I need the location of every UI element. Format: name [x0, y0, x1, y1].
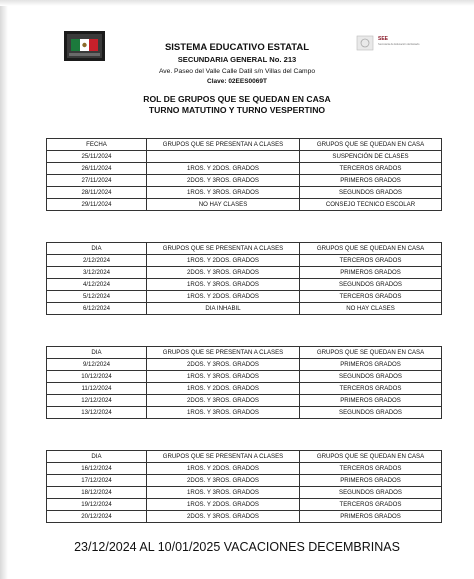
table-row — [47, 187, 442, 199]
page-edge-shadow-left — [0, 0, 8, 579]
date-cell: 19/12/2024 — [47, 499, 147, 511]
header-cell: GRUPOS QUE SE QUEDAN EN CASA — [300, 451, 442, 463]
date-cell: 27/11/2024 — [47, 175, 147, 187]
home-groups-cell: PRIMEROS GRADOS — [300, 267, 442, 279]
table-row — [47, 499, 442, 511]
date-cell: 28/11/2024 — [47, 187, 147, 199]
table-row — [47, 267, 442, 279]
home-groups-cell: CONSEJO TECNICO ESCOLAR — [300, 199, 442, 211]
home-groups-cell: PRIMEROS GRADOS — [300, 475, 442, 487]
table-row — [47, 395, 442, 407]
see-logo-text: SEE — [378, 36, 389, 42]
date-cell: 6/12/2024 — [47, 303, 147, 315]
present-groups-cell: 1ROS. Y 3ROS. GRADOS — [147, 407, 300, 419]
date-cell: 10/12/2024 — [47, 371, 147, 383]
table-row — [47, 463, 442, 475]
present-groups-cell — [147, 151, 300, 163]
home-groups-cell: TERCEROS GRADOS — [300, 383, 442, 395]
document-title: ROL DE GRUPOS QUE SE QUEDAN EN CASA — [143, 94, 331, 104]
date-cell: 26/11/2024 — [47, 163, 147, 175]
present-groups-cell: 1ROS. Y 2DOS. GRADOS — [147, 499, 300, 511]
present-groups-cell: 2DOS. Y 3ROS. GRADOS — [147, 175, 300, 187]
home-groups-cell: TERCEROS GRADOS — [300, 463, 442, 475]
page-edge-shadow-top — [0, 0, 474, 6]
present-groups-cell: 1ROS. Y 2DOS. GRADOS — [147, 255, 300, 267]
home-groups-cell: SEGUNDOS GRADOS — [300, 371, 442, 383]
home-groups-cell: TERCEROS GRADOS — [300, 163, 442, 175]
date-cell: 5/12/2024 — [47, 291, 147, 303]
schedule-table-week-1 — [46, 138, 442, 211]
home-groups-cell: PRIMEROS GRADOS — [300, 359, 442, 371]
date-cell: 29/11/2024 — [47, 199, 147, 211]
present-groups-cell: 1ROS. Y 3ROS. GRADOS — [147, 187, 300, 199]
home-groups-cell: SEGUNDOS GRADOS — [300, 187, 442, 199]
schedule-table-week-4 — [46, 450, 442, 523]
header-cell: GRUPOS QUE SE PRESENTAN A CLASES — [147, 347, 300, 359]
home-groups-cell: TERCEROS GRADOS — [300, 499, 442, 511]
date-cell: 17/12/2024 — [47, 475, 147, 487]
system-name: SISTEMA EDUCATIVO ESTATAL — [164, 42, 310, 53]
home-groups-cell: TERCEROS GRADOS — [300, 255, 442, 267]
present-groups-cell: DIA INHABIL — [147, 303, 300, 315]
table-header-row — [47, 347, 442, 359]
table-row — [47, 199, 442, 211]
table-header-row — [47, 139, 442, 151]
present-groups-cell: 1ROS. Y 3ROS. GRADOS — [147, 371, 300, 383]
table-row — [47, 475, 442, 487]
present-groups-cell: 2DOS. Y 3ROS. GRADOS — [147, 511, 300, 523]
header-cell: GRUPOS QUE SE PRESENTAN A CLASES — [147, 139, 300, 151]
header-cell: DIA — [47, 451, 147, 463]
present-groups-cell: 2DOS. Y 3ROS. GRADOS — [147, 395, 300, 407]
header-cell: GRUPOS QUE SE QUEDAN EN CASA — [300, 347, 442, 359]
header-cell: GRUPOS QUE SE QUEDAN EN CASA — [300, 243, 442, 255]
home-groups-cell: SUSPENCIÓN DE CLASES — [300, 151, 442, 163]
winter-vacation-note: 23/12/2024 AL 10/01/2025 VACACIONES DECEMBRINAS — [74, 540, 400, 554]
table-row — [47, 383, 442, 395]
table-row — [47, 359, 442, 371]
present-groups-cell: 1ROS. Y 3ROS. GRADOS — [147, 279, 300, 291]
table-row — [47, 255, 442, 267]
present-groups-cell: 1ROS. Y 2DOS. GRADOS — [147, 291, 300, 303]
table-header-row — [47, 451, 442, 463]
present-groups-cell: 1ROS. Y 2DOS. GRADOS — [147, 463, 300, 475]
table-row — [47, 511, 442, 523]
see-logo-subtext: Secretaría de Educación del Estado — [378, 43, 420, 46]
header-cell: DIA — [47, 243, 147, 255]
present-groups-cell: 2DOS. Y 3ROS. GRADOS — [147, 359, 300, 371]
table-row — [47, 163, 442, 175]
present-groups-cell: 2DOS. Y 3ROS. GRADOS — [147, 267, 300, 279]
date-cell: 20/12/2024 — [47, 511, 147, 523]
home-groups-cell: PRIMEROS GRADOS — [300, 511, 442, 523]
schedule-table-week-3 — [46, 346, 442, 419]
header-cell: FECHA — [47, 139, 147, 151]
school-name: SECUNDARIA GENERAL No. 213 — [177, 55, 297, 64]
present-groups-cell: 1ROS. Y 2DOS. GRADOS — [147, 163, 300, 175]
table-row — [47, 291, 442, 303]
date-cell: 16/12/2024 — [47, 463, 147, 475]
school-address: Ave. Paseo del Valle Calle Datil s/n Villas del Campo — [158, 68, 316, 75]
table-row — [47, 303, 442, 315]
date-cell: 12/12/2024 — [47, 395, 147, 407]
school-key: Clave: 02EES0069T — [207, 78, 267, 85]
header-cell: GRUPOS QUE SE PRESENTAN A CLASES — [147, 243, 300, 255]
date-cell: 2/12/2024 — [47, 255, 147, 267]
present-groups-cell: 1ROS. Y 3ROS. GRADOS — [147, 487, 300, 499]
table-row — [47, 371, 442, 383]
table-header-row — [47, 243, 442, 255]
present-groups-cell: 1ROS. Y 2DOS. GRADOS — [147, 383, 300, 395]
header-cell: DIA — [47, 347, 147, 359]
home-groups-cell: TERCEROS GRADOS — [300, 291, 442, 303]
date-cell: 3/12/2024 — [47, 267, 147, 279]
home-groups-cell: PRIMEROS GRADOS — [300, 395, 442, 407]
present-groups-cell: 2DOS. Y 3ROS. GRADOS — [147, 475, 300, 487]
date-cell: 25/11/2024 — [47, 151, 147, 163]
date-cell: 18/12/2024 — [47, 487, 147, 499]
home-groups-cell: SEGUNDOS GRADOS — [300, 279, 442, 291]
date-cell: 11/12/2024 — [47, 383, 147, 395]
date-cell: 13/12/2024 — [47, 407, 147, 419]
header-cell: GRUPOS QUE SE QUEDAN EN CASA — [300, 139, 442, 151]
document-subtitle: TURNO MATUTINO Y TURNO VESPERTINO — [148, 105, 326, 115]
home-groups-cell: PRIMEROS GRADOS — [300, 175, 442, 187]
home-groups-cell: SEGUNDOS GRADOS — [300, 487, 442, 499]
date-cell: 4/12/2024 — [47, 279, 147, 291]
home-groups-cell: NO HAY CLASES — [300, 303, 442, 315]
table-row — [47, 407, 442, 419]
table-row — [47, 487, 442, 499]
home-groups-cell: SEGUNDOS GRADOS — [300, 407, 442, 419]
present-groups-cell: NO HAY CLASES — [147, 199, 300, 211]
table-row — [47, 151, 442, 163]
schedule-table-week-2 — [46, 242, 442, 315]
date-cell: 9/12/2024 — [47, 359, 147, 371]
header-cell: GRUPOS QUE SE PRESENTAN A CLASES — [147, 451, 300, 463]
table-row — [47, 175, 442, 187]
table-row — [47, 279, 442, 291]
